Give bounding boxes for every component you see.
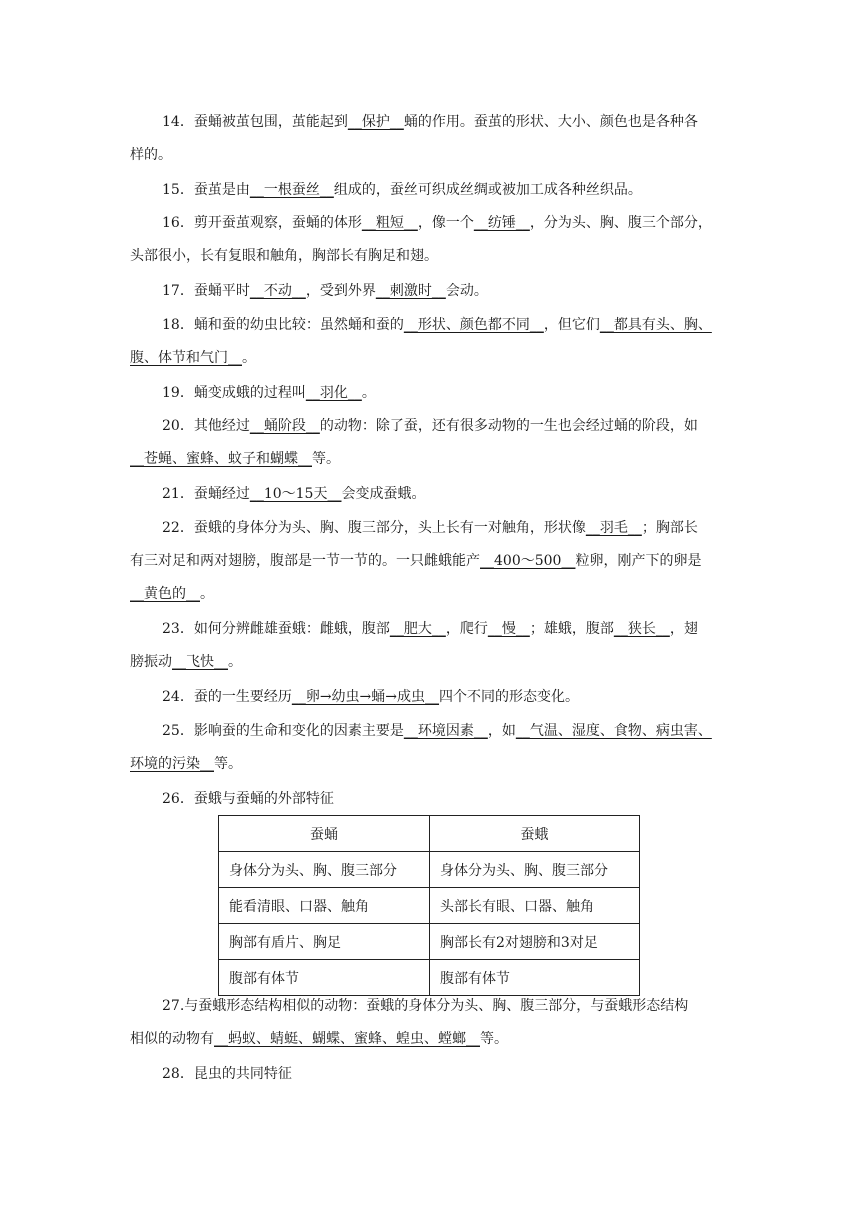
answer-blank: __环境因素__ [403, 723, 488, 739]
question-18-cont: 腹、体节和气门__。 [130, 350, 256, 366]
answer-blank: __粗短__ [361, 215, 418, 231]
question-28: 28．昆虫的共同特征 [162, 1066, 292, 1082]
table-header-cell: 蚕蛹 [219, 816, 430, 852]
question-16: 16．剪开蚕茧观察，蚕蛹的体形__粗短__，像一个__纺锤__，分为头、胸、腹三个部分， [162, 215, 712, 231]
answer-blank: __10～15天__ [249, 486, 342, 502]
answer-blank: __苍蝇、蜜蜂、蚊子和蝴蝶__ [130, 451, 312, 467]
answer-blank: __保护__ [347, 114, 404, 130]
question-27: 27.与蚕蛾形态结构相似的动物：蚕蛾的身体分为头、胸、腹三部分，与蚕蛾形态结构 [162, 998, 689, 1014]
answer-blank: __黄色的__ [130, 586, 200, 602]
question-25-cont: 环境的污染__等。 [130, 756, 242, 772]
question-14-cont: 样的。 [130, 147, 172, 163]
question-17: 17．蚕蛹平时__不动__，受到外界__刺激时__会动。 [162, 283, 488, 299]
table-header-cell: 蚕蛾 [430, 816, 640, 852]
answer-blank: __慢__ [487, 621, 530, 637]
table-cell: 腹部有体节 [219, 960, 430, 996]
question-27-cont: 相似的动物有__蚂蚁、蜻蜓、蝴蝶、蜜蜂、蝗虫、螳螂__等。 [130, 1031, 508, 1047]
question-20-cont: __苍蝇、蜜蜂、蚊子和蝴蝶__等。 [130, 451, 340, 467]
question-15: 15．蚕茧是由__一根蚕丝__组成的，蚕丝可织成丝绸或被加工成各种丝织品。 [162, 182, 642, 198]
question-21: 21．蚕蛹经过__10～15天__会变成蚕蛾。 [162, 486, 426, 502]
table-cell: 身体分为头、胸、腹三部分 [430, 852, 640, 888]
answer-blank: __纺锤__ [473, 215, 530, 231]
table-cell: 胸部有盾片、胸足 [219, 924, 430, 960]
table-header-row [219, 816, 640, 852]
answer-blank: __蚂蚁、蜻蜓、蝴蝶、蜜蜂、蝗虫、螳螂__ [214, 1031, 480, 1047]
answer-blank: __狭长__ [613, 621, 670, 637]
answer-blank: __蛹阶段__ [249, 418, 320, 434]
answer-blank: __都具有头、胸、 [599, 317, 712, 333]
question-24: 24．蚕的一生要经历__卵→幼虫→蛹→成虫__四个不同的形态变化。 [162, 689, 580, 705]
answer-blank: __刺激时__ [375, 283, 446, 299]
table-cell: 胸部长有2对翅膀和3对足 [430, 924, 640, 960]
answer-blank: __形状、颜色都不同__ [403, 317, 544, 333]
answer-blank: __400～500__ [480, 553, 576, 569]
question-16-cont: 头部很小，长有复眼和触角，胸部长有胸足和翅。 [130, 248, 438, 264]
question-22-cont: 有三对足和两对翅膀，腹部是一节一节的。一只雌蛾能产__400～500__粒卵，刚产下的卵是 [130, 553, 702, 569]
table-row [219, 888, 640, 924]
answer-blank: __卵→幼虫→蛹→成虫__ [291, 689, 440, 705]
question-20: 20．其他经过__蛹阶段__的动物：除了蚕，还有很多动物的一生也会经过蛹的阶段，如 [162, 418, 698, 434]
answer-blank: __气温、湿度、食物、病虫害、 [515, 723, 712, 739]
table-row [219, 960, 640, 996]
question-19: 19．蛹变成蛾的过程叫__羽化__。 [162, 385, 376, 401]
comparison-table [218, 815, 640, 996]
question-23: 23．如何分辨雌雄蚕蛾：雌蛾，腹部__肥大__，爬行__慢__；雄蛾，腹部__狭长__，翅 [162, 621, 698, 637]
table-cell: 能看清眼、口器、触角 [219, 888, 430, 924]
question-26: 26．蚕蛾与蚕蛹的外部特征 [162, 791, 334, 807]
table-row [219, 924, 640, 960]
table-row [219, 852, 640, 888]
table-cell: 身体分为头、胸、腹三部分 [219, 852, 430, 888]
question-25: 25．影响蚕的生命和变化的因素主要是__环境因素__，如__气温、湿度、食物、病虫害、 [162, 723, 712, 739]
question-23-cont: 膀振动__飞快__。 [130, 654, 242, 670]
question-18: 18．蛹和蚕的幼虫比较：虽然蛹和蚕的__形状、颜色都不同__，但它们__都具有头、胸、 [162, 317, 712, 333]
question-14: 14．蚕蛹被茧包围，茧能起到__保护__蛹的作用。蚕茧的形状、大小、颜色也是各种各 [162, 114, 698, 130]
question-22-cont2: __黄色的__。 [130, 586, 214, 602]
answer-blank: __飞快__ [172, 654, 228, 670]
answer-blank: __不动__ [249, 283, 306, 299]
answer-blank: __羽毛__ [585, 520, 642, 536]
answer-blank: __羽化__ [305, 385, 362, 401]
question-22: 22．蚕蛾的身体分为头、胸、腹三部分，头上长有一对触角，形状像__羽毛__；胸部长 [162, 520, 698, 536]
answer-blank: __一根蚕丝__ [249, 182, 334, 198]
answer-blank: 环境的污染__ [130, 756, 214, 772]
answer-blank: 腹、体节和气门__ [130, 350, 242, 366]
answer-blank: __肥大__ [389, 621, 446, 637]
table-cell: 头部长有眼、口器、触角 [430, 888, 640, 924]
table-cell: 腹部有体节 [430, 960, 640, 996]
